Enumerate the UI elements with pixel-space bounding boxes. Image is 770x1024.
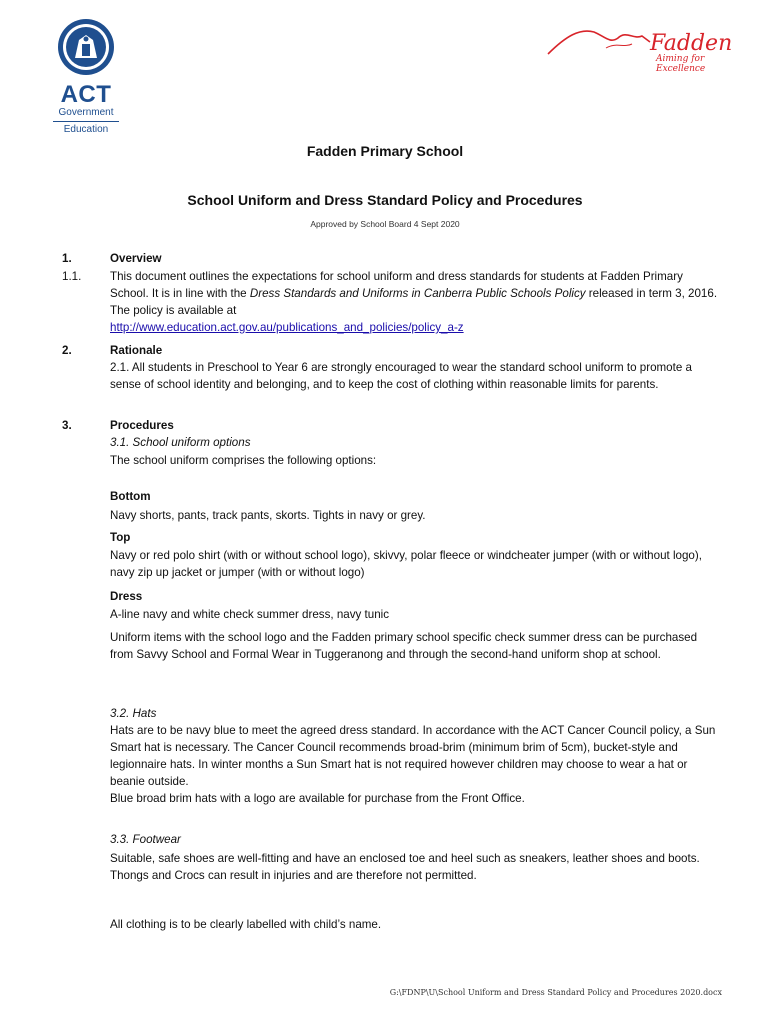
hats-purchase-text: Blue broad brim hats with a logo are available for purchase from the Front Office. (110, 792, 525, 805)
section-3-3-heading: 3.3. Footwear (110, 833, 181, 846)
bottom-heading: Bottom (110, 490, 151, 503)
act-logo-government: Government (58, 107, 114, 118)
uniform-items-text: Uniform items with the school logo and the Fadden primary school specific check summer dress can be purchased from Savvy School and Formal Wear in Tuggeranong and through the second-hand uniform shop at school. (110, 631, 698, 661)
section-3-1-intro: The school uniform comprises the following options: (110, 454, 377, 467)
section-1-1-text-a: This document outlines the expectations for school uniform and dress standards for students at Fadden Primary School. It is in line with the (110, 270, 683, 300)
dress-heading: Dress (110, 590, 143, 603)
bottom-text: Navy shorts, pants, track pants, skorts. Tights in navy or grey. (110, 509, 426, 522)
clothing-labelled-note: All clothing is to be clearly labelled with child’s name. (110, 918, 382, 931)
section-2-number: 2. (62, 344, 72, 357)
section-2-heading: Rationale (110, 344, 163, 357)
section-3-2-text (110, 722, 716, 807)
policy-name: Dress Standards and Uniforms in Canberra Public Schools Policy (249, 287, 586, 300)
top-text: Navy or red polo shirt (with or without school logo), skivvy, polar fleece or windcheater jumper (with or without logo), navy zip up jacket or jumper (with or without logo) (110, 549, 702, 579)
hats-policy-text: Hats are to be navy blue to meet the agreed dress standard. In accordance with the ACT Cancer Council policy, a Sun Smart hat is necessary. The Cancer Council recommends broad-brim (minimum brim of 5cm), bucket-style and legionnaire hats. In winter months a Sun Smart hat is not required however children may choose to wear a hat or beanie outside. (110, 724, 716, 788)
section-1-1-text (110, 268, 720, 336)
section-3-heading: Procedures (110, 419, 174, 432)
document-title: School Uniform and Dress Standard Policy and Procedures (187, 192, 583, 208)
footer-file-path: G:\FDNP\U\School Uniform and Dress Standard Policy and Procedures 2020.docx (389, 988, 722, 997)
section-3-number: 3. (62, 419, 72, 432)
fadden-school-logo (546, 18, 742, 72)
top-heading: Top (110, 531, 131, 544)
section-1-number: 1. (62, 252, 72, 265)
act-logo-divider (53, 121, 119, 122)
section-1-1-text-b: released in term 3, 2016. The policy is available at (110, 287, 718, 317)
section-1-1-number: 1.1. (62, 270, 82, 283)
section-3-3-text: Suitable, safe shoes are well-fitting and have an enclosed toe and heel such as sneakers, leather shoes and boots. Thongs and Crocs can result in injuries and are therefore not permitted. (110, 852, 700, 882)
fadden-logo-wordmark: Fadden (650, 31, 733, 56)
act-logo-title: ACT (60, 81, 112, 108)
school-name: Fadden Primary School (306, 143, 464, 159)
act-logo-education: Education (63, 124, 109, 135)
section-2-1-text: 2.1. All students in Preschool to Year 6 are strongly encouraged to wear the standard school uniform to promote a sense of school identity and belonging, and to keep the cost of clothing within reasonable limits for parents. (110, 361, 692, 391)
act-crest-icon (57, 18, 115, 76)
approval-note: Approved by School Board 4 Sept 2020 (310, 219, 460, 229)
dress-text: A-line navy and white check summer dress, navy tunic (110, 608, 390, 621)
act-government-logo (52, 18, 120, 136)
fadden-logo-tagline: Aiming for Excellence (656, 54, 706, 74)
policy-link[interactable]: http://www.education.act.gov.au/publications_and_policies/policy_a-z (110, 321, 464, 334)
section-1-heading: Overview (110, 252, 162, 265)
section-3-2-heading: 3.2. Hats (110, 707, 157, 720)
section-3-1-heading: 3.1. School uniform options (110, 436, 251, 449)
